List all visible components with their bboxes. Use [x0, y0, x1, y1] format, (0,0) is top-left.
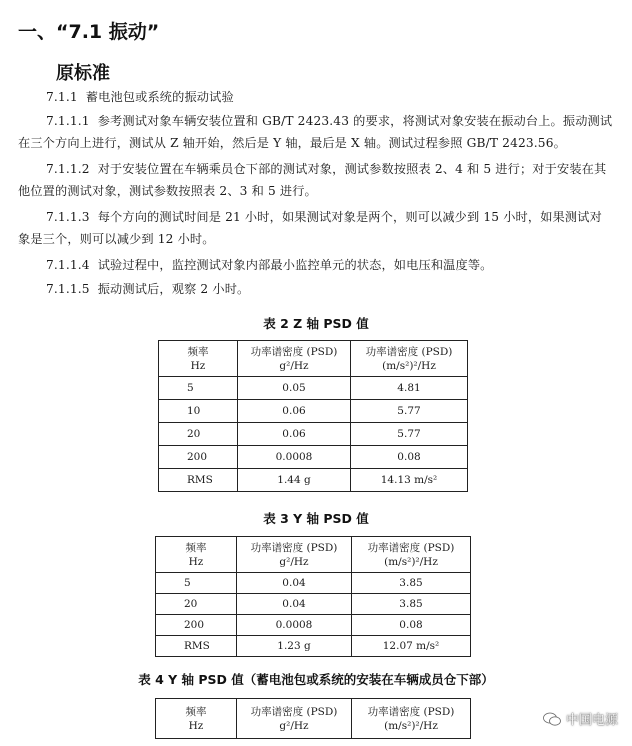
- clause-text: 对于安装位置在车辆乘员仓下部的测试对象，测试参数按照表 2、4 和 5 进行；对于安装在其他位置的测试对象，测试参数按照表 2、3 和 5 进行。: [18, 162, 607, 198]
- table-cell: RMS: [156, 636, 237, 657]
- wechat-icon: [543, 712, 561, 726]
- paragraph: [18, 86, 614, 108]
- table-cell: 3.85: [352, 573, 471, 594]
- table-row: [159, 400, 468, 423]
- clause-text: 参考测试对象车辆安装位置和 GB/T 2423.43 的要求，将测试对象安装在振动台上。振动测试在三个方向上进行，测试从 Z 轴开始，然后是 Y 轴，最后是 X 轴。测试过程参照 GB/T 2423.56。: [18, 114, 613, 150]
- paragraph: [18, 278, 614, 300]
- paragraph: [18, 110, 614, 154]
- section-heading: 一、“7.1 振动”: [18, 21, 160, 43]
- table-row: [159, 446, 468, 469]
- table-header-row: [156, 537, 471, 573]
- table-row: [159, 377, 468, 400]
- table-cell: 0.04: [237, 594, 352, 615]
- table-cell: 0.0008: [238, 446, 351, 469]
- table-cell: 0.04: [237, 573, 352, 594]
- clause-text: 每个方向的测试时间是 21 小时，如果测试对象是两个，则可以减少到 15 小时，如果测试对象是三个，则可以减少到 12 小时。: [18, 210, 602, 246]
- table-row: [159, 423, 468, 446]
- table-cell: 0.08: [352, 615, 471, 636]
- table-row: [156, 615, 471, 636]
- table-cell: 14.13 m/s²: [351, 469, 468, 492]
- table-cell: 200: [156, 615, 237, 636]
- clause-number: 7.1.1.5: [46, 282, 90, 296]
- clause-number: 7.1.1.3: [46, 210, 90, 224]
- table-cell: 3.85: [352, 594, 471, 615]
- table-row: [156, 573, 471, 594]
- table-cell: 0.06: [238, 423, 351, 446]
- clause-text: 振动测试后，观察 2 小时。: [97, 282, 250, 296]
- table-cell: 200: [159, 446, 238, 469]
- table-cell: RMS: [159, 469, 238, 492]
- psd-table-z: [158, 340, 468, 492]
- clause-number: 7.1.1.2: [46, 162, 90, 176]
- table-row: [156, 594, 471, 615]
- table-cell: 10: [159, 400, 238, 423]
- clause-number: 7.1.1.4: [46, 258, 90, 272]
- clause-number: 7.1.1: [46, 90, 78, 104]
- table-cell: 1.44 g: [238, 469, 351, 492]
- clause-number: 7.1.1.1: [46, 114, 90, 128]
- clause-text: 试验过程中，监控测试对象内部最小监控单元的状态，如电压和温度等。: [97, 258, 493, 272]
- paragraph: [18, 206, 614, 250]
- table-cell: 4.81: [351, 377, 468, 400]
- table-caption: 表 4 Y 轴 PSD 值（蓄电池包或系统的安装在车辆成员仓下部）: [138, 672, 494, 687]
- header-cell: 频率 Hz: [156, 537, 237, 573]
- table-caption: 表 2 Z 轴 PSD 值: [263, 316, 369, 331]
- table-header-row: [156, 699, 471, 739]
- table-cell: 20: [159, 423, 238, 446]
- table-row: [156, 636, 471, 657]
- watermark-text: 中国电源: [565, 713, 618, 728]
- table-cell: 0.0008: [237, 615, 352, 636]
- table-cell: 5: [156, 573, 237, 594]
- table-cell: 5.77: [351, 400, 468, 423]
- header-cell: 功率谱密度 (PSD) g²/Hz: [237, 537, 352, 573]
- watermark: [543, 709, 618, 728]
- table-cell: 20: [156, 594, 237, 615]
- header-cell: 频率 Hz: [159, 341, 238, 377]
- psd-table-y: [155, 536, 471, 657]
- table-row: [159, 469, 468, 492]
- table-cell: 5: [159, 377, 238, 400]
- header-cell: 频率 Hz: [156, 699, 237, 739]
- table-cell: 5.77: [351, 423, 468, 446]
- header-cell: 功率谱密度 (PSD) (m/s²)²/Hz: [352, 537, 471, 573]
- header-cell: 功率谱密度 (PSD) g²/Hz: [237, 699, 352, 739]
- psd-table-y-underfloor: [155, 698, 471, 739]
- header-cell: 功率谱密度 (PSD) (m/s²)²/Hz: [351, 341, 468, 377]
- paragraph: [18, 254, 614, 276]
- table-cell: 0.08: [351, 446, 468, 469]
- table-cell: 0.06: [238, 400, 351, 423]
- table-cell: 0.05: [238, 377, 351, 400]
- header-cell: 功率谱密度 (PSD) g²/Hz: [238, 341, 351, 377]
- paragraph: [18, 158, 614, 202]
- header-cell: 功率谱密度 (PSD) (m/s²)²/Hz: [352, 699, 471, 739]
- subsection-heading: 原标准: [56, 63, 110, 84]
- table-cell: 12.07 m/s²: [352, 636, 471, 657]
- table-caption: 表 3 Y 轴 PSD 值: [263, 511, 369, 526]
- table-cell: 1.23 g: [237, 636, 352, 657]
- table-header-row: [159, 341, 468, 377]
- clause-text: 蓄电池包或系统的振动试验: [85, 90, 234, 104]
